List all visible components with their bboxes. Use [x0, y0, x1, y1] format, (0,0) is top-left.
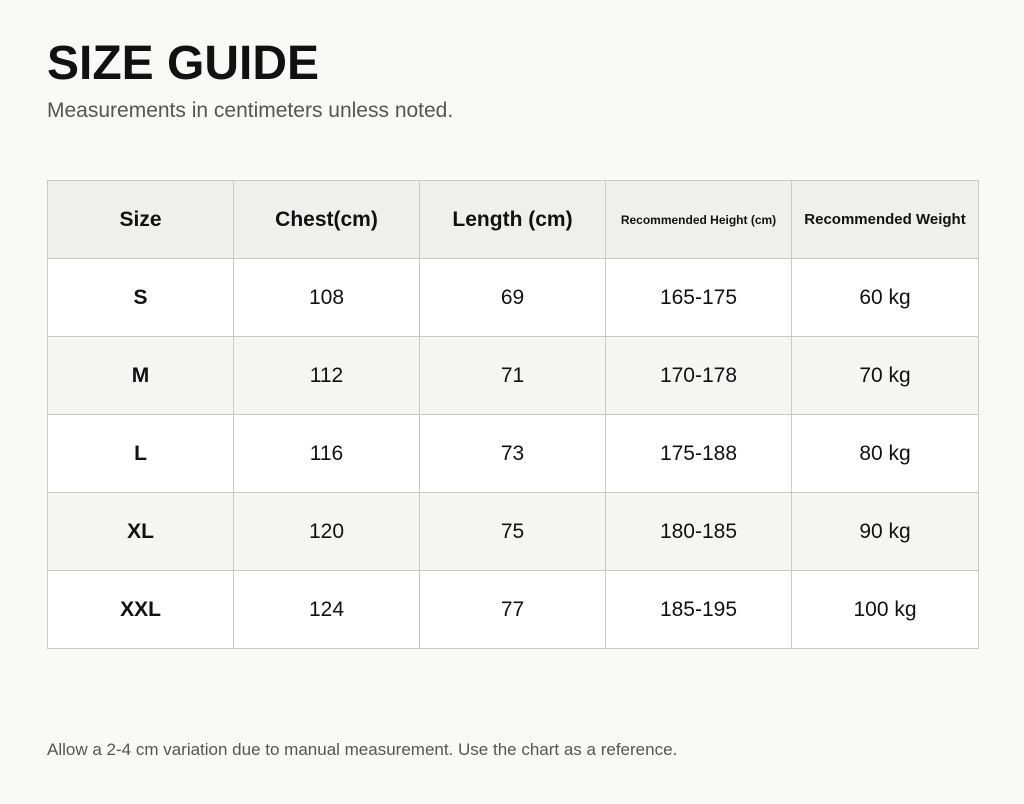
height-cell: 165-175 — [606, 259, 792, 337]
weight-cell: 90 kg — [792, 493, 979, 571]
footer-note: Allow a 2-4 cm variation due to manual measurement. Use the chart as a reference. — [47, 740, 678, 759]
size-cell: M — [48, 337, 234, 415]
length-cell: 75 — [420, 493, 606, 571]
page-subtitle: Measurements in centimeters unless noted. — [47, 99, 454, 122]
size-cell: XL — [48, 493, 234, 571]
table-row — [48, 493, 979, 571]
column-header-length: Length (cm) — [420, 181, 606, 259]
size-cell: XXL — [48, 571, 234, 649]
length-cell: 71 — [420, 337, 606, 415]
table-header-row — [48, 181, 979, 259]
column-header-recommended-weight: Recommended Weight — [792, 181, 979, 259]
chest-cell: 124 — [234, 571, 420, 649]
table-row — [48, 571, 979, 649]
size-chart-table — [47, 180, 979, 649]
size-cell: L — [48, 415, 234, 493]
column-header-recommended-height: Recommended Height (cm) — [606, 181, 792, 259]
height-cell: 185-195 — [606, 571, 792, 649]
weight-cell: 70 kg — [792, 337, 979, 415]
table-row — [48, 337, 979, 415]
page-title: SIZE GUIDE — [47, 37, 320, 90]
table-row — [48, 259, 979, 337]
length-cell: 69 — [420, 259, 606, 337]
chest-cell: 116 — [234, 415, 420, 493]
height-cell: 180-185 — [606, 493, 792, 571]
size-cell: S — [48, 259, 234, 337]
column-header-chest: Chest(cm) — [234, 181, 420, 259]
weight-cell: 60 kg — [792, 259, 979, 337]
column-header-size: Size — [48, 181, 234, 259]
chest-cell: 120 — [234, 493, 420, 571]
height-cell: 170-178 — [606, 337, 792, 415]
height-cell: 175-188 — [606, 415, 792, 493]
chest-cell: 112 — [234, 337, 420, 415]
length-cell: 77 — [420, 571, 606, 649]
weight-cell: 100 kg — [792, 571, 979, 649]
chest-cell: 108 — [234, 259, 420, 337]
table-row — [48, 415, 979, 493]
length-cell: 73 — [420, 415, 606, 493]
weight-cell: 80 kg — [792, 415, 979, 493]
